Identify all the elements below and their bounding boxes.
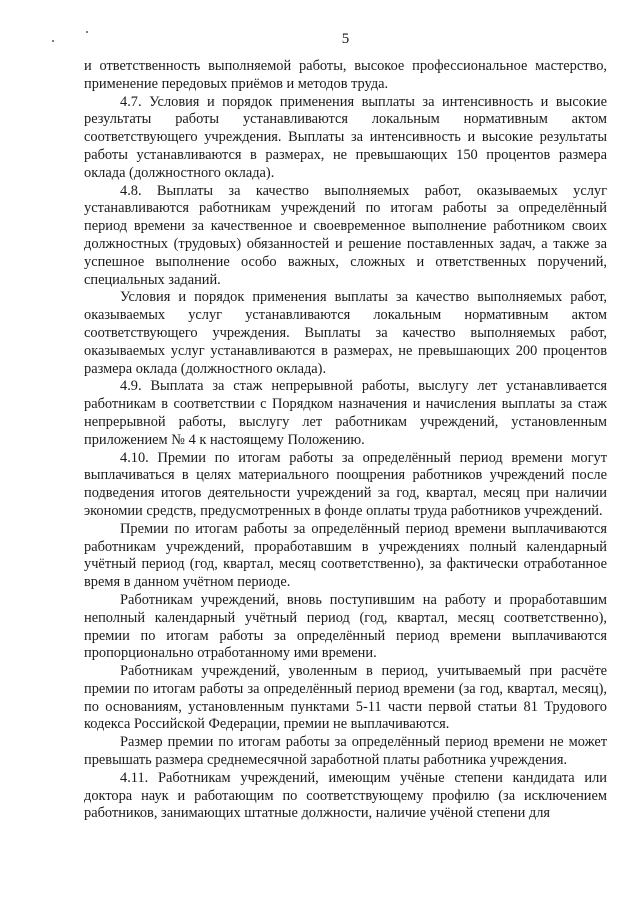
page-number: 5 bbox=[341, 31, 350, 47]
scan-speck bbox=[52, 40, 54, 42]
paragraph: и ответственность выполняемой работы, высокое профессиональное мастерство, применение передовых приёмов и методов труда. bbox=[84, 58, 607, 92]
paragraph: 4.7. Условия и порядок применения выплаты за интенсивность и высокие результаты работы устанавливаются локальным нормативным актом соответствующего учреждения. Выплаты за интенсивность и высокие результаты работы устанавливаются в размерах, не превышающих 150 процентов размера оклада (должностного оклада). bbox=[84, 93, 607, 181]
document-body bbox=[84, 58, 607, 823]
paragraph: 4.9. Выплата за стаж непрерывной работы, выслугу лет устанавливается работникам в соответствии с Порядком назначения и начисления выплаты за стаж непрерывной работы, выслугу лет работникам учреждений, установленным приложением № 4 к настоящему Положению. bbox=[84, 378, 607, 448]
paragraph: 4.8. Выплаты за качество выполняемых работ, оказываемых услуг устанавливаются работникам учреждений по итогам работы за определённый период времени за качественное и своевременное выполнение работником своих должностных (трудовых) обязанностей и решение поставленных задач, а также за успешное выполнение особо важных, сложных и ответственных поручений, специальных заданий. bbox=[84, 182, 607, 288]
document-page bbox=[84, 30, 607, 823]
paragraph: Размер премии по итогам работы за определённый период времени не может превышать размера среднемесячной заработной платы работника учреждения. bbox=[84, 734, 607, 769]
paragraph: Условия и порядок применения выплаты за качество выполняемых работ, оказываемых услуг устанавливаются локальным нормативным актом соответствующего учреждения. Выплаты за качество выполняемых работ, оказываемых услуг устанавливаются в размерах, не превышающих 200 процентов размера оклада (должностного оклада). bbox=[84, 289, 607, 377]
paragraph: Работникам учреждений, уволенным в период, учитываемый при расчёте премии по итогам работы за определённый период времени (за год, квартал, месяц), по основаниям, установленным пунктами 5-11 части первой статьи 81 Трудового кодекса Российской Федерации, премии не выплачиваются. bbox=[84, 663, 607, 733]
paragraph: 4.11. Работникам учреждений, имеющим учёные степени кандидата или доктора наук и работающим по соответствующему профилю (за исключением работников, занимающих штатные должности, наличие учёной степени для bbox=[84, 769, 607, 822]
paragraph: Премии по итогам работы за определённый период времени выплачиваются работникам учреждений, проработавшим в учреждениях полный календарный учётный период (год, квартал, месяц соответственно), за фактически отработанное время в данном учётном периоде. bbox=[84, 520, 607, 591]
paragraph: Работникам учреждений, вновь поступившим на работу и проработавшим неполный календарный учётный период (год, квартал, месяц соответственно), премии по итогам работы за определённый период времени выплачиваются пропорционально отработанному ими времени. bbox=[84, 591, 607, 662]
paragraph: 4.10. Премии по итогам работы за определённый период времени могут выплачиваться в целях материального поощрения работников учреждений после подведения итогов деятельности учреждений за год, квартал, месяц при наличии экономии средств, предусмотренных в фонде оплаты труда работников учреждений. bbox=[84, 449, 607, 519]
